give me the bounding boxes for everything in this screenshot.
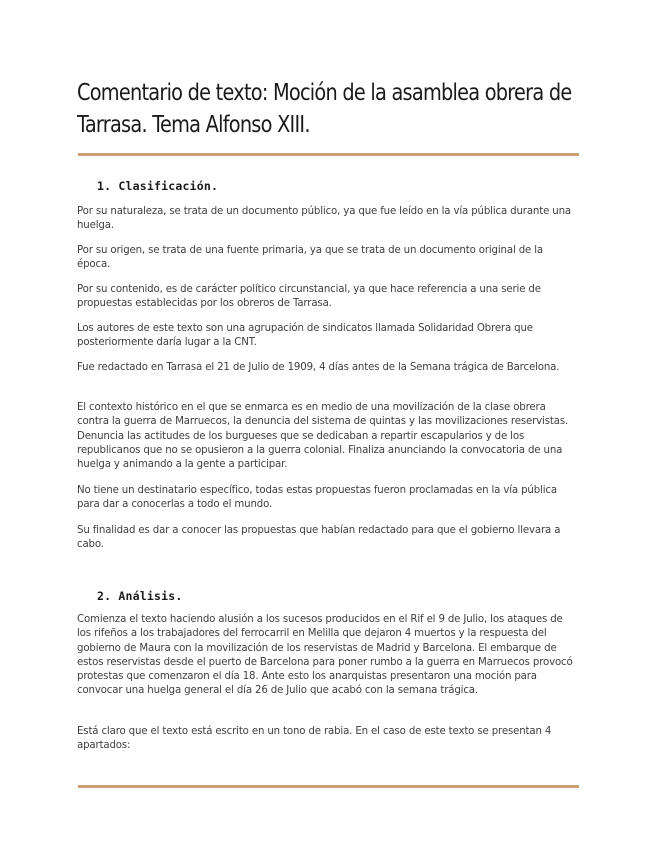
paragraph: Por su contenido, es de carácter político circunstancial, ya que hace referencia a una serie de propuestas establecidas por los obreros de Tarrasa. <box>77 284 541 310</box>
paragraph: Por su origen, se trata de una fuente primaria, ya que se trata de un documento original de la época. <box>77 245 544 271</box>
page-bottom-divider <box>78 785 579 788</box>
document-title: Comentario de texto: Moción de la asamblea obrera de Tarrasa. Tema Alfonso XIII. <box>77 80 572 138</box>
paragraph: Comienza el texto haciendo alusión a los sucesos producidos en el Rif el 9 de Julio, los ataques de los rifeños a los trabajadores del ferrocarril en Melilla que dejaron 4 muertos y la respuesta del gobierno de Maura con la movilización de los reservistas de Madrid y Barcelona. El embarque de estos reservistas desde el puerto de Barcelona para poner rumbo a la guerra en Marruecos provocó protestas que comenzaron el día 18. Ante esto los anarquistas presentaron una moción para convocar una huelga general el día 26 de Julio que acabó con la semana trágica. <box>77 614 573 697</box>
section-heading-clasificacion: 1. Clasificación. <box>97 179 219 193</box>
section-heading-analisis: 2. Análisis. <box>97 589 183 603</box>
paragraph: No tiene un destinatario específico, todas estas propuestas fueron proclamadas en la vía pública para dar a conocerlas a todo el mundo. <box>77 485 557 511</box>
title-divider <box>78 153 579 156</box>
paragraph: Está claro que el texto está escrito en un tono de rabia. En el caso de este texto se presentan 4 apartados: <box>77 726 552 752</box>
paragraph: Por su naturaleza, se trata de un documento público, ya que fue leído en la vía pública durante una huelga. <box>77 206 571 232</box>
paragraph: Los autores de este texto son una agrupación de sindicatos llamada Solidaridad Obrera que posteriormente daría lugar a la CNT. <box>77 323 533 349</box>
paragraph: Fue redactado en Tarrasa el 21 de Julio de 1909, 4 días antes de la Semana trágica de Barcelona. <box>77 362 560 373</box>
paragraph: El contexto histórico en el que se enmarca es en medio de una movilización de la clase obrera contra la guerra de Marruecos, la denuncia del sistema de quintas y las movilizaciones reservistas. Denuncia las actitudes de los burgueses que se dedicaban a repartir escapularios y de los republicanos que no se opusieron a la guerra colonial. Finaliza anunciando la convocatoria de una huelga y animando a la gente a participar. <box>77 402 569 471</box>
paragraph: Su finalidad es dar a conocer las propuestas que habían redactado para que el gobierno llevara a cabo. <box>77 525 561 551</box>
